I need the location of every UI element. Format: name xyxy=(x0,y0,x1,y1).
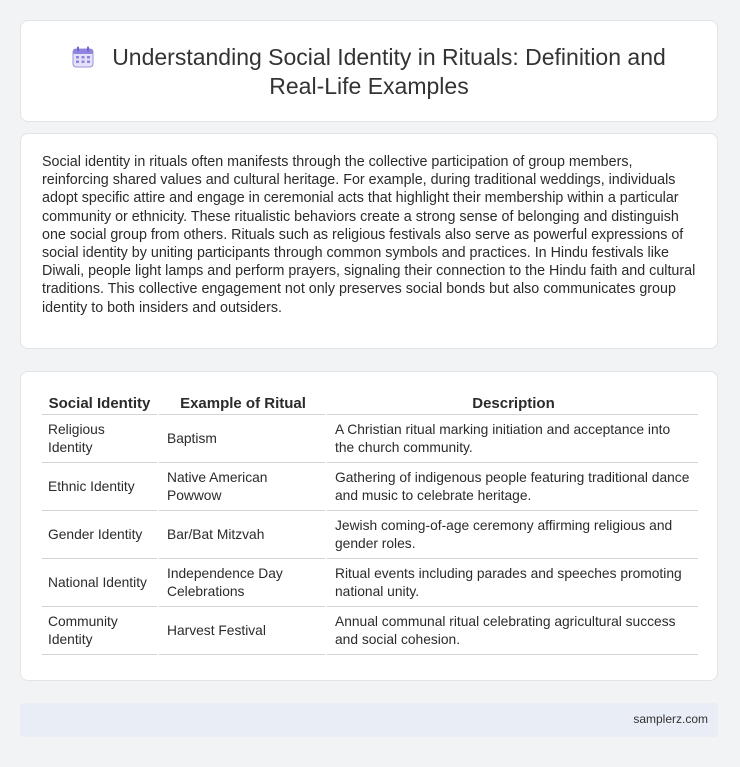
cell-ritual: Native American Powwow xyxy=(157,463,325,511)
calendar-icon xyxy=(72,46,94,68)
cell-ritual: Independence Day Celebrations xyxy=(157,559,325,607)
cell-description: Gathering of indigenous people featuring traditional dance and music to celebrate heritage. xyxy=(325,463,698,511)
table-row xyxy=(42,559,698,607)
footer-bar xyxy=(20,703,718,737)
cell-identity: Community Identity xyxy=(42,607,157,655)
intro-paragraph: Social identity in rituals often manifests through the collective participation of group members, reinforcing shared values and cultural heritage. For example, during traditional weddings, individuals adopt specific attire and engage in ceremonial acts that highlight their membership within a particular community or ethnicity. These ritualistic behaviors create a strong sense of belonging and distinguish one social group from others. Rituals such as religious festivals also serve as powerful expressions of social identity by uniting participants through common symbols and practices. In Hindu festivals like Diwali, people light lamps and perform prayers, signaling their connection to the Hindu faith and cultural traditions. This collective engagement not only preserves social bonds but also communicates group identity to both insiders and outsiders. xyxy=(42,154,696,316)
cell-description: Jewish coming-of-age ceremony affirming religious and gender roles. xyxy=(325,511,698,559)
table-row xyxy=(42,415,698,463)
intro-card xyxy=(20,133,718,349)
header-description: Description xyxy=(325,394,698,415)
cell-identity: Gender Identity xyxy=(42,511,157,559)
cell-ritual: Baptism xyxy=(157,415,325,463)
cell-ritual: Bar/Bat Mitzvah xyxy=(157,511,325,559)
cell-identity: Religious Identity xyxy=(42,415,157,463)
cell-identity: Ethnic Identity xyxy=(42,463,157,511)
table-row xyxy=(42,463,698,511)
header-example-ritual: Example of Ritual xyxy=(157,394,325,415)
header-social-identity: Social Identity xyxy=(42,394,157,415)
table-card xyxy=(20,371,718,681)
page-title-row xyxy=(21,43,717,101)
table-row xyxy=(42,511,698,559)
cell-description: A Christian ritual marking initiation and acceptance into the church community. xyxy=(325,415,698,463)
cell-ritual: Harvest Festival xyxy=(157,607,325,655)
page-title: Understanding Social Identity in Rituals: Definition and Real-Life Examples xyxy=(112,44,666,99)
identity-table xyxy=(42,394,698,655)
cell-description: Annual communal ritual celebrating agricultural success and social cohesion. xyxy=(325,607,698,655)
table-row xyxy=(42,607,698,655)
footer-site-link[interactable]: samplerz.com xyxy=(633,712,708,726)
table-header-row xyxy=(42,394,698,415)
title-card xyxy=(20,20,718,122)
cell-identity: National Identity xyxy=(42,559,157,607)
cell-description: Ritual events including parades and speeches promoting national unity. xyxy=(325,559,698,607)
